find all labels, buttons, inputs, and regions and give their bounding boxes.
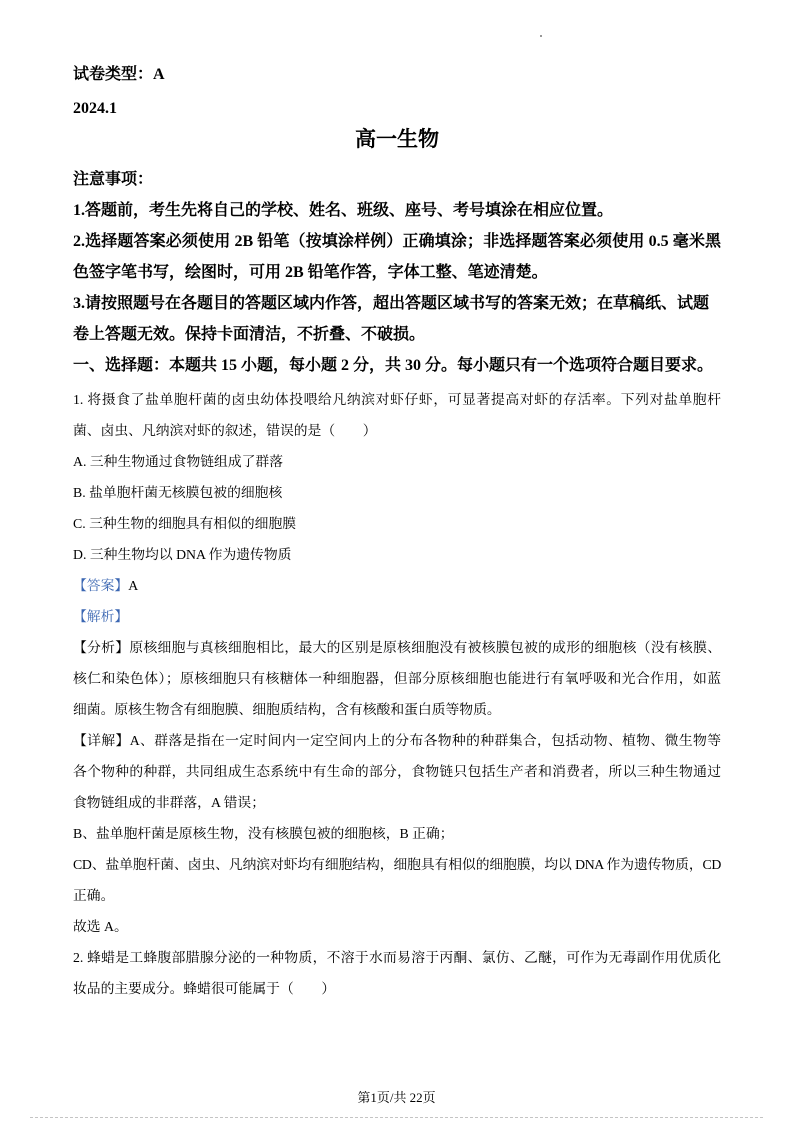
exam-date: 2024.1 [73,100,117,117]
page-number: 第1页/共 22页 [357,1090,436,1105]
conclusion-line: 故选 A。 [73,919,128,934]
detail-line: 正确。 [73,888,115,903]
question-1-stem: 1. 将摄食了盐单胞杆菌的卤虫幼体投喂给凡纳滨对虾仔虾，可显著提高对虾的存活率。下列对盐单胞杆 [73,392,721,407]
answer-label: 【答案】 [73,578,129,593]
option-d: D. 三种生物均以 DNA 作为遗传物质 [73,547,292,562]
answer-value: A [128,578,139,593]
question-2-stem: 2. 蜂蜡是工蜂腹部腊腺分泌的一种物质，不溶于水而易溶于丙酮、氯仿、乙醚，可作为无毒副作用优质化 [73,950,721,965]
page-content [73,59,721,1004]
notice-line: 3.请按照题号在各题目的答题区域内作答，超出答题区域书写的答案无效；在草稿纸、试题 [73,295,710,312]
detail-line: 食物链组成的非群落，A 错误； [73,795,266,810]
option-b: B. 盐单胞杆菌无核膜包被的细胞核 [73,485,283,500]
notice-line: 卷上答题无效。保持卡面清洁，不折叠、不破损。 [73,326,426,343]
detail-line: 【详解】A、群落是指在一定时间内一定空间内上的分布各物种的种群集合，包括动物、植物、微生物等 [73,733,721,748]
option-a: A. 三种生物通过食物链组成了群落 [73,454,284,469]
analysis-line: 细菌。原核生物含有细胞膜、细胞质结构，含有核酸和蛋白质等物质。 [73,702,501,717]
paper-type: 试卷类型：A [73,66,165,83]
explanation-label: 【解析】 [73,609,129,624]
page-title: 高一生物 [355,127,439,151]
notice-line: 1.答题前，考生先将自己的学校、姓名、班级、座号、考号填涂在相应位置。 [73,202,614,219]
detail-line: B、盐单胞杆菌是原核生物，没有核膜包被的细胞核，B 正确； [73,826,454,841]
notice-heading: 注意事项： [73,171,154,188]
notice-line: 2.选择题答案必须使用 2B 铅笔（按填涂样例）正确填涂；非选择题答案必须使用 0.5 毫米黑 [73,233,721,250]
option-c: C. 三种生物的细胞具有相似的细胞膜 [73,516,297,531]
detail-line: 各个物种的种群，共同组成生态系统中有生命的部分，食物链只包括生产者和消费者，所以三种生物通过 [73,764,721,779]
answer-row [73,570,721,601]
notice-line: 色签字笔书写，绘图时，可用 2B 铅笔作答，字体工整、笔迹清楚。 [73,264,548,281]
section-heading: 一、选择题：本题共 15 小题，每小题 2 分，共 30 分。每小题只有一个选项符合题目要求。 [73,357,714,374]
analysis-line: 【分析】原核细胞与真核细胞相比，最大的区别是原核细胞没有被核膜包被的成形的细胞核（没有核膜、 [73,640,721,655]
bottom-divider [30,1117,763,1118]
analysis-line: 核仁和染色体）；原核细胞只有核糖体一种细胞器，但部分原核细胞也能进行有氧呼吸和光合作用，如蓝 [73,671,721,686]
question-1-stem: 菌、卤虫、凡纳滨对虾的叙述，错误的是（ ） [73,423,377,438]
explanation-row [73,601,721,632]
detail-line: CD、盐单胞杆菌、卤虫、凡纳滨对虾均有细胞结构，细胞具有相似的细胞膜，均以 DNA 作为遗传物质，CD [73,857,721,872]
page-mark [540,35,542,37]
question-2-stem: 妆品的主要成分。蜂蜡很可能属于（ ） [73,981,336,996]
